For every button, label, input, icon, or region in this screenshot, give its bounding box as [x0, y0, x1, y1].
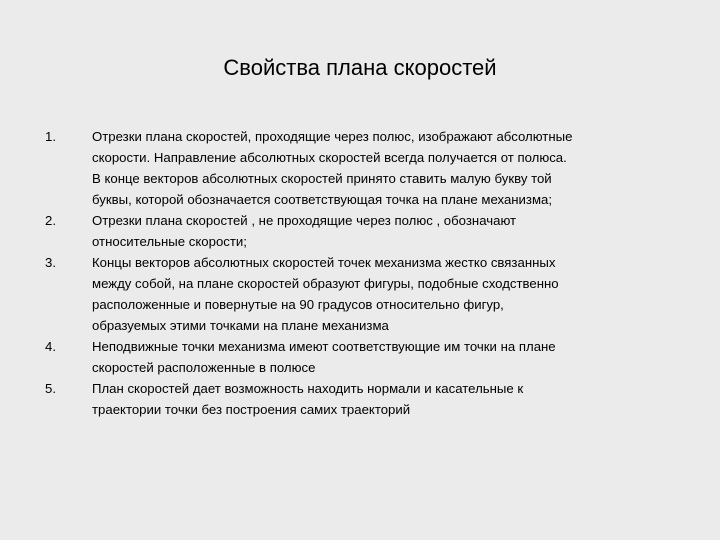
- list-item: [45, 126, 685, 210]
- item-number: 4.: [45, 339, 56, 354]
- item-text-line: расположенные и повернутые на 90 градусов относительно фигур,: [92, 297, 504, 312]
- item-text-line: образуемых этими точками на плане механизма: [92, 318, 389, 333]
- item-text-line: Отрезки плана скоростей , не проходящие через полюс , обозначают: [92, 213, 517, 228]
- slide-title: Свойства плана скоростей: [223, 55, 497, 80]
- item-text-line: Отрезки плана скоростей, проходящие через полюс, изображают абсолютные: [92, 129, 573, 144]
- item-text-line: Неподвижные точки механизма имеют соответствующие им точки на плане: [92, 339, 556, 354]
- item-number: 3.: [45, 255, 56, 270]
- item-text-line: буквы, которой обозначается соответствующая точка на плане механизма;: [92, 192, 553, 207]
- item-text-line: траектории точки без построения самих траекторий: [92, 402, 411, 417]
- item-number: 2.: [45, 213, 56, 228]
- item-text-line: относительные скорости;: [92, 234, 247, 249]
- list-item: [45, 210, 685, 252]
- item-text-line: скоростей расположенные в полюсе: [92, 360, 316, 375]
- list-item: [45, 252, 685, 336]
- item-text-line: скорости. Направление абсолютных скоростей всегда получается от полюса.: [92, 150, 567, 165]
- item-text-line: между собой, на плане скоростей образуют фигуры, подобные сходственно: [92, 276, 559, 291]
- list-item: [45, 378, 685, 420]
- numbered-list: [45, 126, 685, 420]
- item-text-line: В конце векторов абсолютных скоростей принято ставить малую букву той: [92, 171, 552, 186]
- list-item: [45, 336, 685, 378]
- item-number: 5.: [45, 381, 56, 396]
- item-text-line: Концы векторов абсолютных скоростей точек механизма жестко связанных: [92, 255, 556, 270]
- item-number: 1.: [45, 129, 56, 144]
- item-text-line: План скоростей дает возможность находить нормали и касательные к: [92, 381, 524, 396]
